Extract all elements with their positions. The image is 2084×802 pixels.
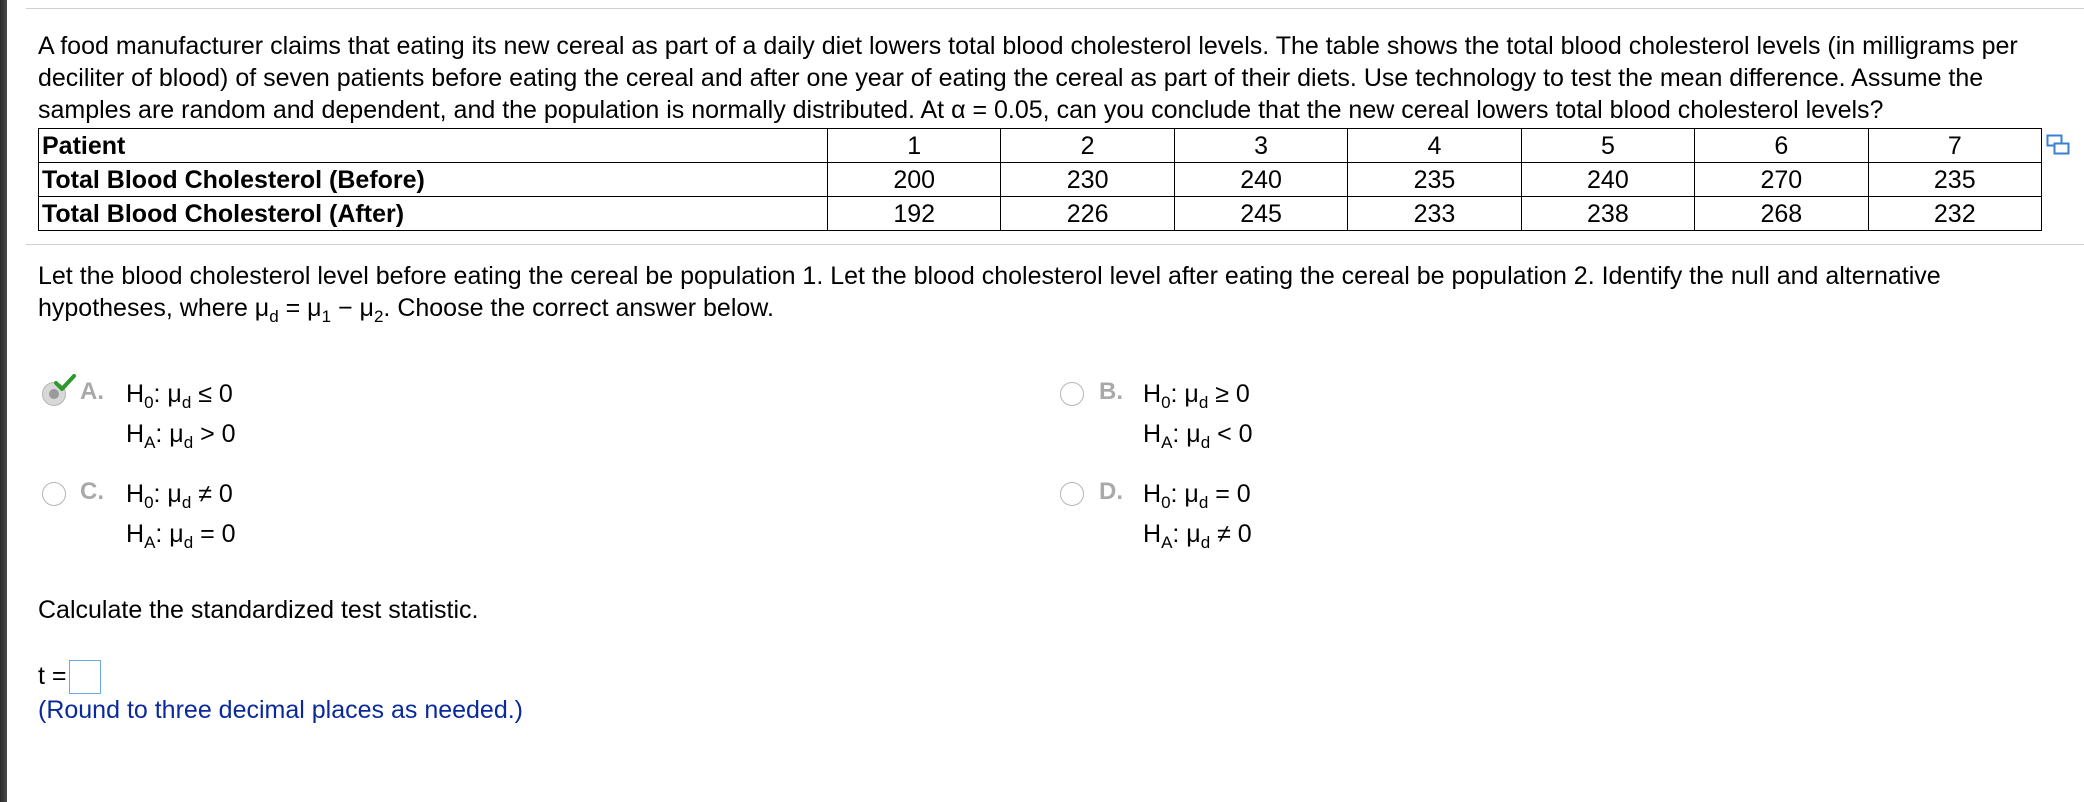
table-cell: 240 bbox=[1521, 163, 1694, 197]
radio-button-b[interactable] bbox=[1060, 382, 1084, 406]
hypotheses-prompt bbox=[38, 260, 2078, 333]
patient-number: 3 bbox=[1174, 129, 1347, 163]
patient-number: 7 bbox=[1868, 129, 2041, 163]
problem-statement: A food manufacturer claims that eating its new cereal as part of a daily diet lowers total blood cholesterol levels. The table shows the total blood cholesterol levels (in milligrams per deciliter of blood) of seven patients before eating the cereal and after one year of eating the cereal as part of their diets. Use technology to test the mean difference. Assume the samples are random and dependent, and the population is normally distributed. At α = 0.05, can you conclude that the new cereal lowers total blood cholesterol levels? bbox=[38, 32, 2018, 124]
hyp-value: ≠ 0 bbox=[191, 480, 233, 508]
radio-button-c[interactable] bbox=[42, 482, 66, 506]
option-b[interactable] bbox=[1057, 374, 1957, 464]
subscript-2: 2 bbox=[373, 307, 384, 326]
subscript-0: 0 bbox=[144, 393, 154, 412]
table-row-before bbox=[39, 163, 2042, 197]
table-header-row bbox=[39, 129, 2042, 163]
subscript-0: 0 bbox=[1161, 493, 1171, 512]
alt-hypothesis-a bbox=[126, 414, 236, 463]
h-symbol: H bbox=[126, 520, 145, 548]
option-letter-c: C. bbox=[80, 478, 104, 505]
h-symbol: H bbox=[1143, 520, 1162, 548]
table-header-label: Patient bbox=[39, 129, 828, 163]
subscript-a: A bbox=[144, 433, 156, 452]
mu-symbol: μ bbox=[359, 294, 374, 322]
rounding-hint: (Round to three decimal places as needed.) bbox=[38, 696, 524, 724]
hyp-value: > 0 bbox=[193, 420, 236, 448]
table-row-after bbox=[39, 197, 2042, 231]
hyp-relation: : μ bbox=[155, 420, 184, 448]
row-label-after: Total Blood Cholesterol (After) bbox=[39, 197, 828, 231]
table-cell: 240 bbox=[1174, 163, 1347, 197]
subscript-d: d bbox=[181, 493, 192, 512]
subscript-0: 0 bbox=[1161, 393, 1171, 412]
hyp-value: = 0 bbox=[1208, 480, 1251, 508]
alt-hypothesis-b bbox=[1143, 414, 1253, 463]
patient-number: 2 bbox=[1001, 129, 1174, 163]
hyp-relation: : μ bbox=[1172, 520, 1201, 548]
hyp-value: = 0 bbox=[193, 520, 236, 548]
table-cell: 235 bbox=[1868, 163, 2041, 197]
table-cell: 238 bbox=[1521, 197, 1694, 231]
h-symbol: H bbox=[126, 420, 145, 448]
hyp-value: ≠ 0 bbox=[1210, 520, 1252, 548]
patient-number: 5 bbox=[1521, 129, 1694, 163]
hyp-relation: : μ bbox=[1172, 420, 1201, 448]
patient-number: 1 bbox=[828, 129, 1001, 163]
top-divider bbox=[26, 8, 2084, 9]
option-letter-d: D. bbox=[1099, 478, 1123, 505]
table-cell: 233 bbox=[1348, 197, 1521, 231]
table-cell: 226 bbox=[1001, 197, 1174, 231]
table-cell: 245 bbox=[1174, 197, 1347, 231]
radio-button-d[interactable] bbox=[1060, 482, 1084, 506]
prompt-text-end: . Choose the correct answer below. bbox=[383, 294, 774, 322]
subscript-d: d bbox=[1198, 393, 1209, 412]
subscript-d: d bbox=[183, 533, 194, 552]
patient-number: 6 bbox=[1695, 129, 1868, 163]
t-answer-input[interactable] bbox=[69, 660, 101, 694]
table-cell: 192 bbox=[828, 197, 1001, 231]
option-letter-b: B. bbox=[1099, 378, 1123, 405]
subscript-d: d bbox=[181, 393, 192, 412]
hyp-value: ≥ 0 bbox=[1208, 380, 1250, 408]
subscript-a: A bbox=[1161, 433, 1173, 452]
equals-sign: = bbox=[278, 294, 308, 322]
patient-number: 4 bbox=[1348, 129, 1521, 163]
subscript-d: d bbox=[1200, 433, 1211, 452]
hyp-value: ≤ 0 bbox=[191, 380, 233, 408]
subscript-1: 1 bbox=[321, 307, 332, 326]
h-symbol: H bbox=[1143, 380, 1162, 408]
alt-hypothesis-d bbox=[1143, 514, 1252, 563]
hyp-relation: : μ bbox=[153, 480, 182, 508]
subscript-d: d bbox=[1198, 493, 1209, 512]
table-cell: 270 bbox=[1695, 163, 1868, 197]
option-a[interactable] bbox=[38, 374, 938, 464]
subscript-0: 0 bbox=[144, 493, 154, 512]
row-label-before: Total Blood Cholesterol (Before) bbox=[39, 163, 828, 197]
option-d[interactable] bbox=[1057, 474, 1957, 564]
subscript-a: A bbox=[144, 533, 156, 552]
subscript-d: d bbox=[183, 433, 194, 452]
checkmark-icon bbox=[54, 374, 76, 392]
h-symbol: H bbox=[126, 480, 145, 508]
subscript-a: A bbox=[1161, 533, 1173, 552]
mu-symbol: μ bbox=[307, 294, 322, 322]
test-statistic-line bbox=[38, 658, 101, 694]
table-cell: 232 bbox=[1868, 197, 2041, 231]
option-c[interactable] bbox=[38, 474, 938, 564]
copy-table-icon[interactable] bbox=[2046, 134, 2070, 156]
window-left-edge bbox=[0, 0, 7, 802]
alt-hypothesis-c bbox=[126, 514, 236, 563]
hyp-value: < 0 bbox=[1210, 420, 1253, 448]
section-divider bbox=[26, 244, 2084, 245]
option-letter-a: A. bbox=[80, 378, 104, 405]
h-symbol: H bbox=[1143, 480, 1162, 508]
calculate-prompt: Calculate the standardized test statistic. bbox=[38, 596, 479, 624]
table-cell: 200 bbox=[828, 163, 1001, 197]
subscript-d: d bbox=[269, 307, 279, 326]
hyp-relation: : μ bbox=[153, 380, 182, 408]
prompt-text: Let the blood cholesterol level before eating the cereal be population 1. Let the blood cholesterol level after eating the cereal be population 2. Identify the null and alternative hypotheses, where bbox=[38, 262, 1941, 322]
h-symbol: H bbox=[126, 380, 145, 408]
hyp-relation: : μ bbox=[1170, 480, 1199, 508]
table-cell: 230 bbox=[1001, 163, 1174, 197]
t-label: t = bbox=[38, 662, 67, 690]
h-symbol: H bbox=[1143, 420, 1162, 448]
mu-symbol: μ bbox=[254, 294, 270, 322]
hyp-relation: : μ bbox=[155, 520, 184, 548]
subscript-d: d bbox=[1200, 533, 1211, 552]
table-cell: 235 bbox=[1348, 163, 1521, 197]
minus-sign: − bbox=[331, 294, 360, 322]
table-cell: 268 bbox=[1695, 197, 1868, 231]
hyp-relation: : μ bbox=[1170, 380, 1199, 408]
cholesterol-table bbox=[38, 128, 2042, 231]
